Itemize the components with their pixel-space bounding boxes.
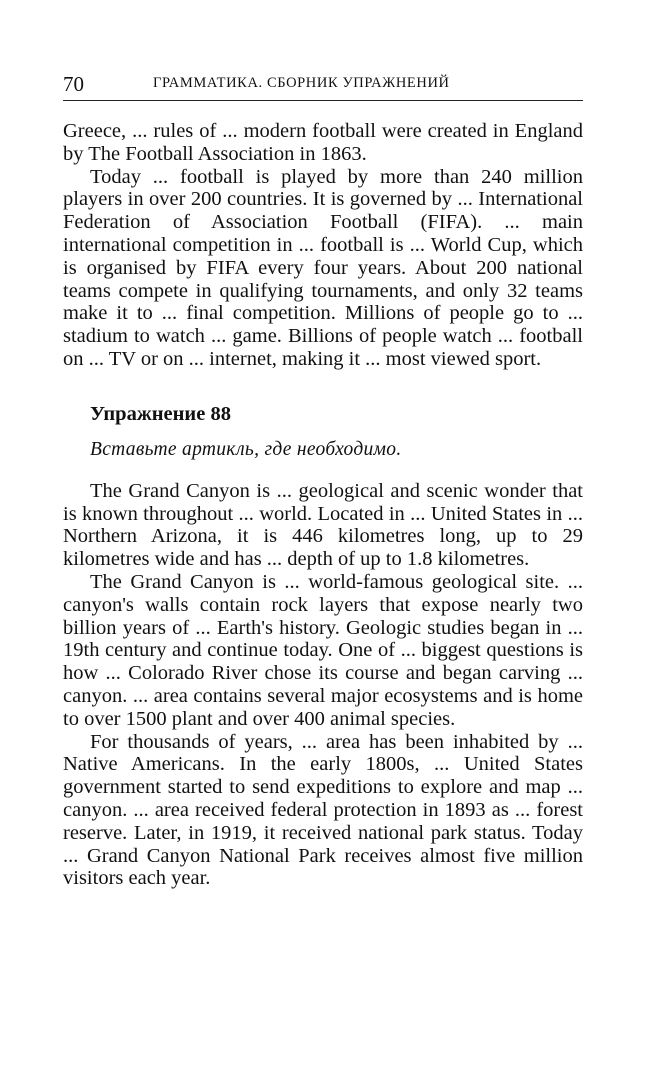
paragraph: The Grand Canyon is ... geological and scenic wonder that is known throughout ... world. Located in ... United States in ... Northern Arizona, it is 446 kilometres long, up to 29 kilometres wide and has ... depth of up to 1.8 kilometres. [63, 479, 583, 571]
paragraph: The Grand Canyon is ... world-famous geological site. ... canyon's walls contain rock layers that expose nearly two billion years of ... Earth's history. Geologic studies began in ... 19th century and continue today. One of ... biggest questions is how ... Colorado River chose its course and began carving ... canyon. ... area contains several major ecosystems and is home to over 1500 plant and over 400 animal species. [63, 570, 583, 730]
page-number: 70 [63, 72, 84, 96]
running-title: ГРАММАТИКА. СБОРНИК УПРАЖНЕНИЙ [153, 75, 450, 91]
exercise-text [63, 480, 583, 890]
exercise-instruction: Вставьте артикль, где необходимо. [90, 438, 402, 460]
paragraph: For thousands of years, ... area has been inhabited by ... Native Americans. In the early 1800s, ... United States government started to send expeditions to explore and map ... canyon. ... area received federal protection in 1893 as ... forest reserve. Later, in 1919, it received national park status. Today ... Grand Canyon National Park receives almost five million visitors each year. [63, 730, 583, 890]
paragraph: Today ... football is played by more than 240 million players in over 200 countries. It is governed by ... International Federation of Association Football (FIFA). ... main international competition in ... football is ... World Cup, which is organised by FIFA every four years. About 200 national teams compete in qualifying tournaments, and only 32 teams make it to ... final competition. Millions of people go to ... stadium to watch ... game. Billions of people watch ... football on ... TV or on ... internet, making it ... most viewed sport. [63, 165, 583, 370]
running-head [63, 70, 583, 101]
paragraph: Greece, ... rules of ... modern football were created in England by The Football Association in 1863. [63, 120, 583, 165]
exercise-title: Упражнение 88 [90, 402, 231, 425]
book-page [63, 70, 583, 890]
intro-text [63, 120, 583, 371]
